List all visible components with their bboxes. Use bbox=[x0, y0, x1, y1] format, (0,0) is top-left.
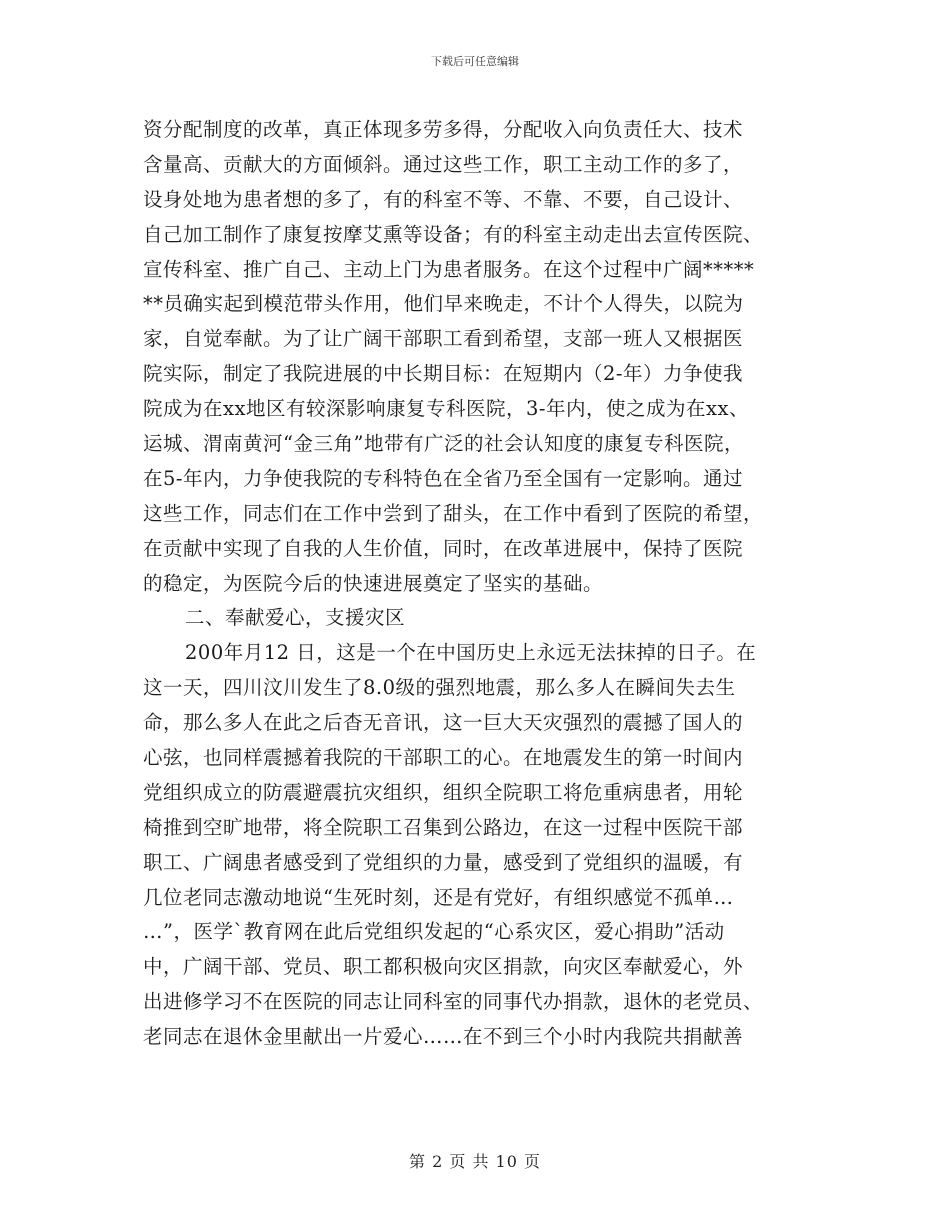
text-line: 200年月12 日，这是一个在中国历史上永远无法抹掉的日子。在 bbox=[185, 641, 757, 665]
text-line: 党组织成立的防震避震抗灾组织，组织全院职工将危重病患者，用轮 bbox=[143, 780, 744, 804]
text-line: 二、奉献爱心，支援灾区 bbox=[185, 606, 406, 630]
text-line: 命，那么多人在此之后杳无音讯，这一巨大天灾强烈的震撼了国人的 bbox=[143, 711, 744, 735]
text-line: 在贡献中实现了自我的人生价值，同时，在改革进展中，保持了医院 bbox=[143, 536, 744, 560]
text-line: 几位老同志激动地说“生死时刻，还是有党好，有组织感觉不孤单… bbox=[143, 885, 734, 909]
text-line: 中，广阔干部、党员、职工都积极向灾区捐款，向灾区奉献爱心，外 bbox=[143, 955, 744, 979]
text-line: 含量高、贡献大的方面倾斜。通过这些工作，职工主动工作的多了， bbox=[143, 152, 744, 176]
text-line: 的稳定，为医院今后的快速进展奠定了坚实的基础。 bbox=[143, 571, 604, 595]
text-line: 家，自觉奉献。为了让广阔干部职工看到希望，支部一班人又根据医 bbox=[143, 327, 744, 351]
text-line: 资分配制度的改革，真正体现多劳多得，分配收入向负责任大、技术 bbox=[143, 118, 744, 141]
text-line: 在5-年内，力争使我院的专科特色在全省乃至全国有一定影响。通过 bbox=[143, 466, 743, 490]
text-line: …”，医学`教育网在此后党组织发起的“心系灾区，爱心捐助”活动 bbox=[143, 920, 725, 944]
text-line: 椅推到空旷地带，将全院职工召集到公路边，在这一过程中医院干部 bbox=[143, 815, 744, 839]
text-line: 这些工作，同志们在工作中尝到了甜头，在工作中看到了医院的希望， bbox=[143, 501, 764, 525]
text-line: 这一天，四川汶川发生了8.0级的强烈地震，那么多人在瞬间失去生 bbox=[143, 676, 736, 700]
text-line: 院成为在xx地区有较深影响康复专科医院，3-年内，使之成为在xx、 bbox=[143, 397, 749, 421]
text-line: 运城、渭南黄河“金三角”地带有广泛的社会认知度的康复专科医院， bbox=[143, 432, 744, 456]
text-line: 心弦，也同样震撼着我院的干部职工的心。在地震发生的第一时间内 bbox=[143, 746, 744, 770]
text-line: 院实际，制定了我院进展的中长期目标：在短期内（2-年）力争使我 bbox=[143, 362, 743, 386]
text-line: 设身处地为患者想的多了，有的科室不等、不靠、不要，自己设计、 bbox=[143, 187, 744, 211]
page-footer: 第 2 页 共 10 页 bbox=[409, 1152, 541, 1171]
text-line: 宣传科室、推广自己、主动上门为患者服务。在这个过程中广阔***** bbox=[143, 257, 755, 281]
text-line: 老同志在退休金里献出一片爱心……在不到三个小时内我院共捐献善 bbox=[143, 1025, 744, 1049]
page-header: 下载后可任意编辑 bbox=[431, 55, 519, 68]
text-line: **员确实起到模范带头作用，他们早来晚走，不计个人得失，以院为 bbox=[143, 292, 744, 316]
text-line: 出进修学习不在医院的同志让同科室的同事代办捐款，退休的老党员、 bbox=[143, 990, 764, 1014]
text-line: 自己加工制作了康复按摩艾熏等设备；有的科室主动走出去宣传医院、 bbox=[143, 222, 764, 246]
text-line: 职工、广阔患者感受到了党组织的力量，感受到了党组织的温暖，有 bbox=[143, 850, 744, 874]
document-body bbox=[143, 113, 813, 1055]
